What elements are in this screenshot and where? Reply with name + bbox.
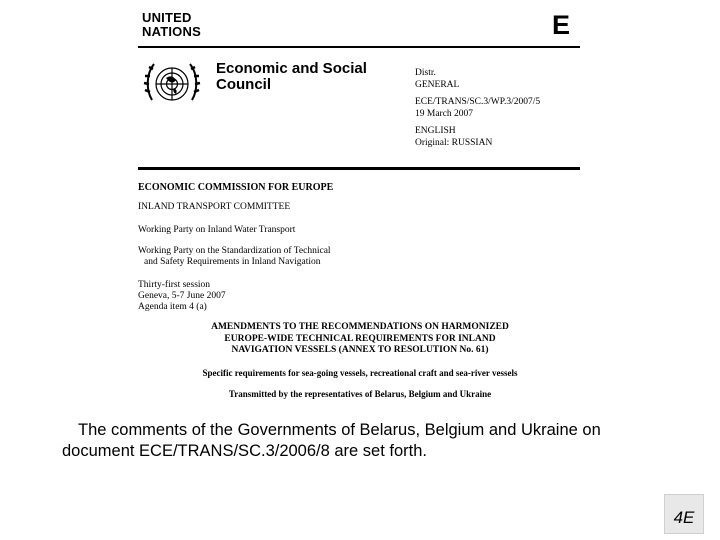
caption-line2: document ECE/TRANS/SC.3/2006/8 are set forth.: [62, 442, 428, 460]
transmitted-by: Transmitted by the representatives of Belarus, Belgium and Ukraine: [228, 389, 492, 399]
org-name-line1: UNITED: [142, 10, 192, 25]
document-subtitle: Specific requirements for sea-going vessels, recreational craft and sea-river vessels: [202, 368, 518, 378]
org-name-line2: NATIONS: [142, 24, 201, 39]
top-rule: [138, 46, 580, 48]
council-name-line2: Council: [216, 76, 271, 93]
session-info: [138, 280, 226, 313]
un-emblem-icon: [140, 54, 204, 114]
working-party-2: [138, 246, 331, 268]
slide-number-badge: [664, 494, 704, 534]
document-metadata: [415, 68, 540, 149]
working-party-2-line1: Working Party on the Standardization of Technical: [138, 246, 331, 256]
slide-caption: [62, 420, 662, 462]
title-line2: EUROPE-WIDE TECHNICAL REQUIREMENTS FOR INLAND: [224, 333, 496, 344]
title-line1: AMENDMENTS TO THE RECOMMENDATIONS ON HARMONIZED: [211, 322, 509, 332]
committee-heading: INLAND TRANSPORT COMMITTEE: [138, 202, 291, 212]
document-symbol: ECE/TRANS/SC.3/WP.3/2007/5: [415, 97, 541, 107]
commission-heading: ECONOMIC COMMISSION FOR EUROPE: [138, 182, 334, 193]
council-name: [216, 61, 367, 93]
distribution: GENERAL: [415, 79, 460, 90]
slide-number: 4E: [673, 508, 695, 527]
document-date: 19 March 2007: [415, 108, 474, 119]
language-letter: E: [552, 10, 571, 40]
header-rule: [138, 167, 580, 170]
original-language: Original: RUSSIAN: [415, 137, 493, 148]
distr-label: Distr.: [415, 68, 436, 78]
caption-line1: The comments of the Governments of Belarus, Belgium and Ukraine on: [78, 421, 601, 439]
council-name-line1: Economic and Social: [216, 60, 367, 77]
agenda-item: Agenda item 4 (a): [138, 302, 207, 312]
working-party-2-line2: and Safety Requirements in Inland Navigation: [144, 257, 321, 267]
working-party-1: Working Party on Inland Water Transport: [138, 225, 296, 235]
document-language: ENGLISH: [415, 126, 456, 136]
org-name: [142, 11, 201, 39]
title-line3: NAVIGATION VESSELS (ANNEX TO RESOLUTION No. 61): [231, 345, 489, 355]
session-name: Thirty-first session: [138, 280, 211, 290]
session-place-date: Geneva, 5-7 June 2007: [138, 291, 226, 301]
document-title: [150, 322, 570, 357]
